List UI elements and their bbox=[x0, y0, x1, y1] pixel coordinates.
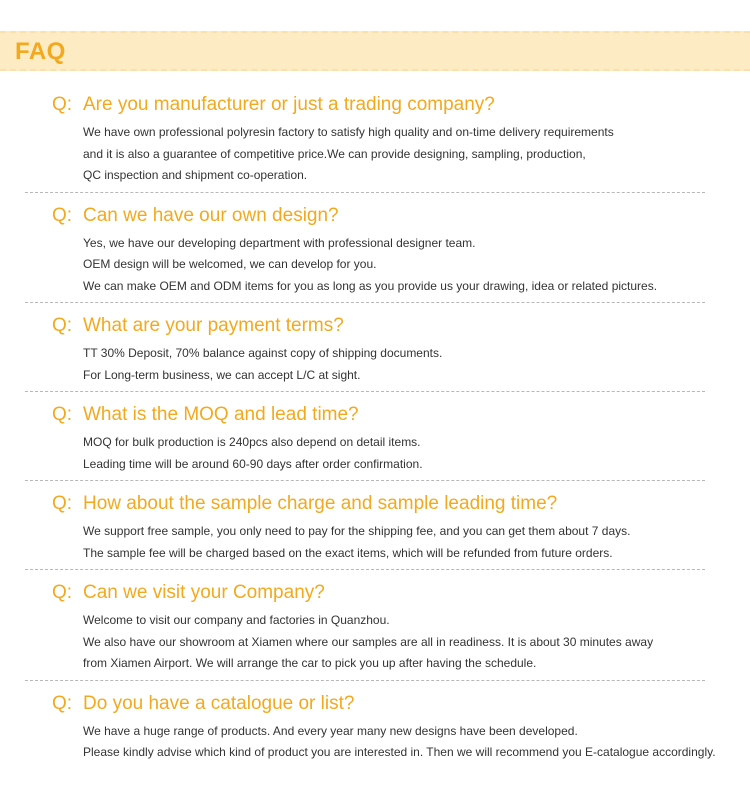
answer-line: We have a huge range of products. And every year many new designs have been developed. bbox=[83, 723, 578, 738]
page-title: FAQ bbox=[15, 38, 66, 65]
faq-answer bbox=[83, 610, 740, 675]
dashed-divider bbox=[25, 569, 705, 570]
answer-line: We also have our showroom at Xiamen where our samples are all in readiness. It is about 30 minutes away bbox=[83, 634, 654, 649]
answer-line: and it is also a guarantee of competitive price.We can provide designing, sampling, production, bbox=[83, 146, 586, 161]
question-text: How about the sample charge and sample leading time? bbox=[83, 493, 558, 514]
question-prefix: Q: bbox=[52, 404, 73, 425]
faq-question bbox=[0, 309, 750, 343]
question-text: Can we visit your Company? bbox=[83, 582, 325, 603]
faq-question bbox=[0, 487, 750, 521]
faq-answer bbox=[83, 432, 740, 475]
answer-line: MOQ for bulk production is 240pcs also depend on detail items. bbox=[83, 435, 421, 449]
faq-answer bbox=[83, 343, 740, 386]
faq-question bbox=[0, 398, 750, 432]
dashed-divider bbox=[25, 192, 705, 193]
dashed-divider bbox=[25, 302, 705, 303]
faq-question bbox=[0, 88, 750, 122]
faq-item bbox=[0, 199, 750, 304]
dashed-divider bbox=[25, 480, 705, 481]
answer-line: from Xiamen Airport. We will arrange the car to pick you up after having the schedule. bbox=[83, 656, 537, 670]
answer-line: We support free sample, you only need to pay for the shipping fee, and you can get them about 7 days. bbox=[83, 524, 631, 538]
faq-question bbox=[0, 199, 750, 233]
answer-line: We can make OEM and ODM items for you as long as you provide us your drawing, idea or related pictures. bbox=[83, 278, 658, 293]
faq-answer bbox=[83, 721, 740, 764]
faq-answer bbox=[83, 233, 740, 298]
answer-line: OEM design will be welcomed, we can develop for you. bbox=[83, 257, 377, 271]
answer-line: QC inspection and shipment co-operation. bbox=[83, 168, 308, 182]
faq-item bbox=[0, 576, 750, 681]
answer-line: Leading time will be around 60-90 days after order confirmation. bbox=[83, 456, 423, 471]
question-prefix: Q: bbox=[52, 315, 73, 336]
faq-item bbox=[0, 487, 750, 570]
faq-header-banner bbox=[0, 31, 750, 71]
question-prefix: Q: bbox=[52, 582, 73, 603]
answer-line: The sample fee will be charged based on the exact items, which will be refunded from future orders. bbox=[83, 545, 613, 560]
question-prefix: Q: bbox=[52, 204, 73, 226]
faq-question bbox=[0, 687, 750, 721]
faq-item bbox=[0, 398, 750, 481]
question-text: Do you have a catalogue or list? bbox=[83, 692, 355, 714]
answer-line: Welcome to visit our company and factories in Quanzhou. bbox=[83, 613, 390, 627]
question-text: What are your payment terms? bbox=[83, 315, 344, 336]
answer-line: Please kindly advise which kind of product you are interested in. Then we will recommend you E-catalogue accordingly. bbox=[83, 745, 716, 759]
dashed-divider bbox=[25, 680, 705, 681]
faq-answer bbox=[83, 122, 740, 187]
answer-line: We have own professional polyresin factory to satisfy high quality and on-time delivery requirements bbox=[83, 125, 614, 139]
question-prefix: Q: bbox=[52, 94, 73, 115]
question-prefix: Q: bbox=[52, 692, 73, 714]
question-text: Can we have our own design? bbox=[83, 204, 339, 226]
faq-list bbox=[0, 88, 750, 776]
answer-line: For Long-term business, we can accept L/C at sight. bbox=[83, 367, 361, 382]
faq-question bbox=[0, 576, 750, 610]
question-text: What is the MOQ and lead time? bbox=[83, 404, 359, 425]
faq-item bbox=[0, 309, 750, 392]
answer-line: Yes, we have our developing department with professional designer team. bbox=[83, 235, 476, 250]
question-text: Are you manufacturer or just a trading company? bbox=[83, 94, 495, 115]
answer-line: TT 30% Deposit, 70% balance against copy of shipping documents. bbox=[83, 346, 443, 360]
question-prefix: Q: bbox=[52, 493, 73, 514]
faq-item bbox=[0, 88, 750, 193]
faq-item bbox=[0, 687, 750, 770]
dashed-divider bbox=[25, 391, 705, 392]
faq-answer bbox=[83, 521, 740, 564]
